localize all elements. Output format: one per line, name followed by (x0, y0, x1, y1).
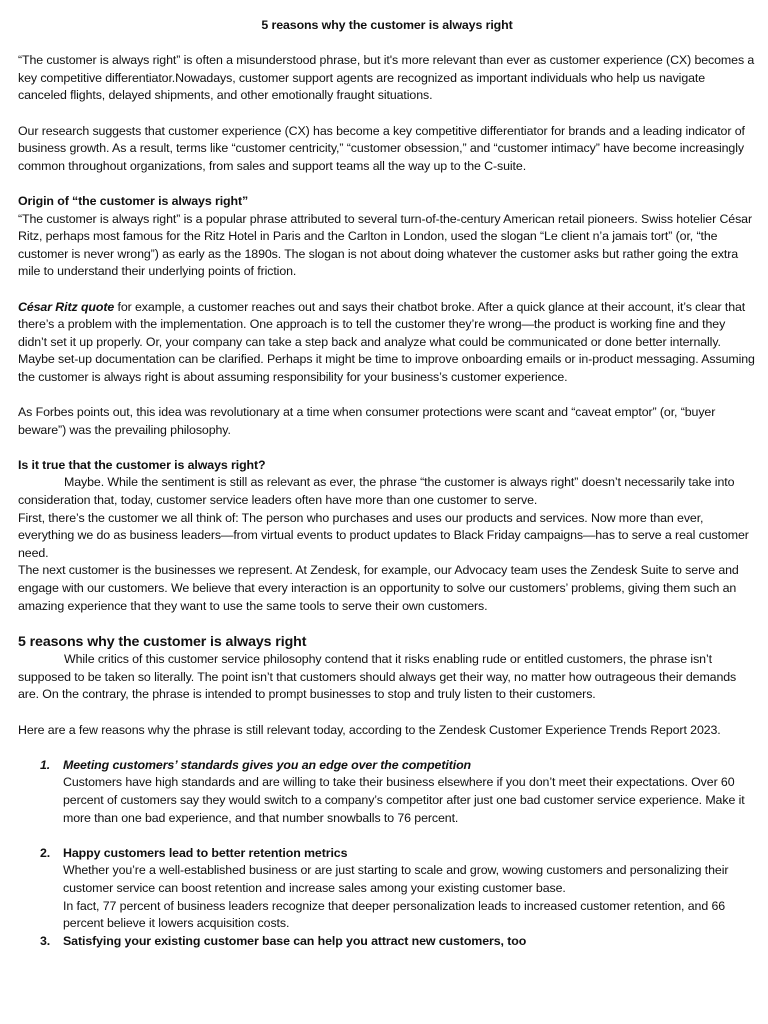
list-item-body: Customers have high standards and are willing to take their business elsewhere if you don’t meet their expectations. Over 60 percent of customers say they would switch to a company’s competitor after just one bad customer service experience. Make it more than one bad experience, and that number snowballs to 76 percent. (63, 775, 745, 825)
list-item-body: Whether you’re a well-established business or are just starting to scale and grow, wowing customers and personalizing their customer service can boost retention and increase sales among your existing customer base. (63, 863, 729, 895)
spacer (18, 175, 756, 193)
reasons-heading: 5 reasons why the customer is always right (18, 634, 307, 651)
spacer (18, 439, 756, 457)
spacer (18, 739, 756, 757)
reasons-paragraph-2: Here are a few reasons why the phrase is still relevant today, according to the Zendesk Customer Experience Trends Report 2023. (18, 722, 721, 737)
intro-paragraph-2: Our research suggests that customer experience (CX) has become a key competitive differentiator for brands and a leading indicator of business growth. As a result, terms like “customer centricity,” “customer obsession,” and “customer intimacy” have become increasingly common throughout organizations, from sales and support teams all the way up to the C-suite. (18, 123, 745, 173)
spacer (18, 281, 756, 299)
document-title: 5 reasons why the customer is always right (261, 18, 513, 32)
reasons-paragraph-1: While critics of this customer service philosophy contend that it risks enabling rude or entitled customers, the phrase isn’t supposed to be taken so literally. The point isn’t that customers should always get their way, no matter how outrageous their demands are. On the contrary, the phrase is intended to prompt businesses to stop and truly listen to their customers. (18, 652, 737, 702)
true-paragraph-2: First, there’s the customer we all think of: The person who purchases and uses our products and services. Now more than ever, everything we do as business leaders—from virtual events to product updates to Black Friday campaigns—has to serve a real customer need. (18, 510, 749, 560)
ritz-quote-paragraph (18, 299, 756, 387)
true-paragraph-1: Maybe. While the sentiment is still as relevant as ever, the phrase “the customer is always right” doesn’t necessarily take into consideration that, today, customer service leaders often have more than one customer to serve. (18, 475, 735, 508)
reasons-list (18, 757, 756, 951)
list-item-number: 2. (40, 845, 51, 860)
origin-paragraph: “The customer is always right” is a popular phrase attributed to several turn-of-the-century American retail pioneers. Swiss hotelier César Ritz, perhaps most famous for the Ritz Hotel in Paris and the Carlton in London, used the slogan “Le client n’a jamais tort” (or, “the customer is never wrong”) as early as the 1890s. The slogan is not about doing whatever the customer asks but rather going the extra mile to understand their underlying points of friction. (18, 211, 752, 279)
origin-heading: Origin of “the customer is always right” (18, 193, 249, 208)
list-item (18, 845, 756, 933)
list-item-title: Happy customers lead to better retention metrics (63, 845, 348, 860)
spacer (18, 615, 756, 627)
list-item-title: Meeting customers’ standards gives you an edge over the competition (63, 757, 472, 772)
intro-paragraph-1: “The customer is always right” is often a misunderstood phrase, but it's more relevant than ever as customer experience (CX) becomes a key competitive differentiator.Nowadays, customer support agents are recognized as important individuals who help us navigate canceled flights, delayed shipments, and other emotionally fraught situations. (18, 53, 755, 103)
list-item-number: 1. (40, 757, 51, 772)
true-paragraph-3: The next customer is the businesses we represent. At Zendesk, for example, our Advocacy team uses the Zendesk Suite to serve and engage with our customers. We believe that every interaction is an opportunity to solve our customers’ problems, giving them such an amazing experience that they want to use the same tools to serve their own customers. (18, 563, 739, 613)
forbes-paragraph: As Forbes points out, this idea was revolutionary at a time when consumer protections were scant and “caveat emptor” (or, “buyer beware”) was the prevailing philosophy. (18, 405, 716, 437)
spacer (18, 386, 756, 404)
spacer (18, 704, 756, 722)
list-item (18, 757, 756, 827)
true-heading: Is it true that the customer is always right? (18, 457, 266, 472)
list-item (18, 933, 756, 951)
ritz-quote-label: César Ritz quote (18, 299, 115, 314)
list-item-title: Satisfying your existing customer base can help you attract new customers, too (63, 933, 527, 948)
list-item-number: 3. (40, 933, 51, 948)
document-page (18, 17, 756, 950)
spacer (18, 105, 756, 123)
ritz-quote-text: for example, a customer reaches out and says their chatbot broke. After a quick glance at their account, it’s clear that there’s a problem with the implementation. One approach is to tell the customer they’re wrong—the product is working fine and they didn’t set it up properly. Or, your company can take a step back and analyze what could be communicated or done better internally. Maybe set-up documentation can be clarified. Perhaps it might be time to improve onboarding emails or in-product messaging. Assuming the customer is always right is about assuming responsibility for your business’s customer experience. (18, 299, 755, 384)
list-item-body: In fact, 77 percent of business leaders recognize that deeper personalization leads to increased customer retention, and 66 percent believe it lowers acquisition costs. (63, 898, 726, 931)
